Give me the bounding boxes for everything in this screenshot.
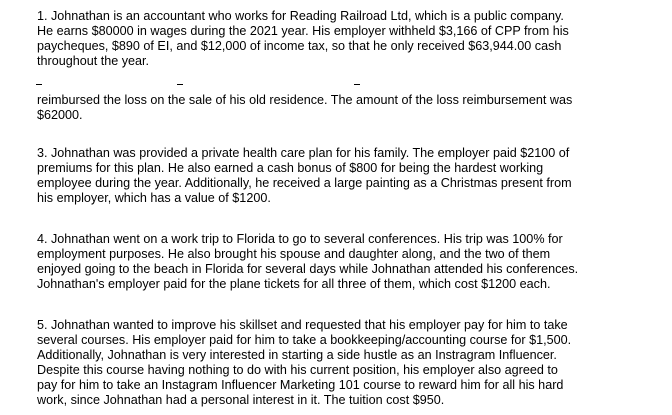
cropped-glyph-fragment bbox=[177, 84, 183, 85]
cropped-text-gap bbox=[0, 84, 672, 86]
paragraph-question-5: 5. Johnathan wanted to improve his skillset and requested that his employer pay for him to take several courses. His employer paid for him to take a bookkeeping/accounting course for $1,500. Additionally, Johnathan is very interested in starting a side hustle as an Instragram Influencer. Despite this course having nothing to do with his current position, his employer also agreed to pay for him to take an Instagram Influencer Marketing 101 course to reward him for all his hard work, since Johnathan had a personal interest in it. The tuition cost $950. bbox=[37, 318, 572, 407]
cropped-glyph-fragment bbox=[36, 84, 42, 85]
paragraph-question-3: 3. Johnathan was provided a private health care plan for his family. The employer paid $2100 of premiums for this plan. He also earned a cash bonus of $800 for being the hardest working employee during the year. Additionally, he received a large painting as a Christmas present from his employer, which has a value of $1200. bbox=[37, 146, 572, 205]
paragraph-question-1: 1. Johnathan is an accountant who works for Reading Railroad Ltd, which is a public company. He earns $80000 in wages during the 2021 year. His employer withheld $3,166 of CPP from his paycheques, $890 of EI, and $12,000 of income tax, so that he only received $63,944.00 cash throughout the year. bbox=[37, 9, 569, 68]
cropped-glyph-fragment bbox=[354, 84, 360, 85]
paragraph-question-2-fragment: reimbursed the loss on the sale of his old residence. The amount of the loss reimbursement was $62000. bbox=[37, 93, 573, 122]
paragraph-question-4: 4. Johnathan went on a work trip to Florida to go to several conferences. His trip was 100% for employment purposes. He also brought his spouse and daughter along, and the two of them enjoyed going to the beach in Florida for several days while Johnathan attended his conferences. Johnathan's employer paid for the plane tickets for all three of them, which cost $1200 each. bbox=[37, 232, 579, 291]
